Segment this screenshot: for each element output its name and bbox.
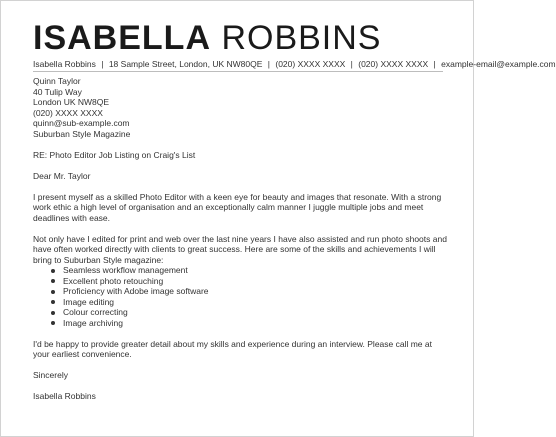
paragraph-closing: I'd be happy to provide greater detail about my skills and experience during an interview. Please call me at your earliest convenience.	[33, 338, 432, 359]
skill-item: Proficiency with Adobe image software	[51, 286, 448, 297]
paragraph-intro: I present myself as a skilled Photo Editor with a keen eye for beauty and images that resonate. With a strong work ethic a high level of organisation and an exceptionally calm manner I juggle multiple jobs and meet deadlines with ease.	[33, 191, 442, 223]
contact-phone: (020) XXXX XXXX	[275, 59, 346, 69]
recipient-email: quinn@sub-example.com	[33, 118, 130, 128]
recipient-company: Suburban Style Magazine	[33, 128, 131, 139]
first-name: ISABELLA	[33, 19, 211, 57]
contact-line	[33, 59, 556, 70]
skill-item: Seamless workflow management	[51, 265, 448, 276]
applicant-name	[33, 19, 382, 57]
skill-item: Colour correcting	[51, 307, 448, 318]
recipient-block	[33, 76, 448, 139]
contact-mobile: (020) XXXX XXXX	[358, 59, 429, 69]
recipient-phone: (020) XXXX XXXX	[33, 107, 103, 118]
salutation: Dear Mr. Taylor	[33, 170, 91, 181]
contact-separator: |	[350, 59, 353, 69]
contact-address: 18 Sample Street, London, UK NW80QE	[108, 59, 263, 69]
recipient-name: Quinn Taylor	[33, 76, 81, 86]
closing: Sincerely	[33, 370, 68, 380]
subject-line: RE: Photo Editor Job Listing on Craig's List	[33, 149, 196, 160]
skill-item: Image editing	[51, 297, 448, 308]
contact-separator: |	[101, 59, 104, 69]
letter-body	[33, 76, 448, 402]
contact-email: example-email@example.com	[441, 59, 556, 69]
paragraph-experience: Not only have I edited for print and web over the last nine years I have also assisted and run photo shoots and have often worked directly with clients to great success. Here are some of the skills and achievements I will bring to Suburban Style magazine:	[33, 233, 447, 265]
skills-list	[33, 265, 448, 328]
signature: Isabella Robbins	[33, 391, 96, 401]
contact-name: Isabella Robbins	[33, 59, 96, 69]
contact-separator: |	[267, 59, 270, 69]
recipient-street: 40 Tulip Way	[33, 86, 82, 97]
skill-item: Image archiving	[51, 318, 448, 329]
recipient-city: London UK NW8QE	[33, 97, 110, 107]
header-divider	[33, 71, 443, 72]
contact-separator: |	[433, 59, 436, 69]
last-name: ROBBINS	[221, 19, 382, 57]
skill-item: Excellent photo retouching	[51, 276, 448, 287]
